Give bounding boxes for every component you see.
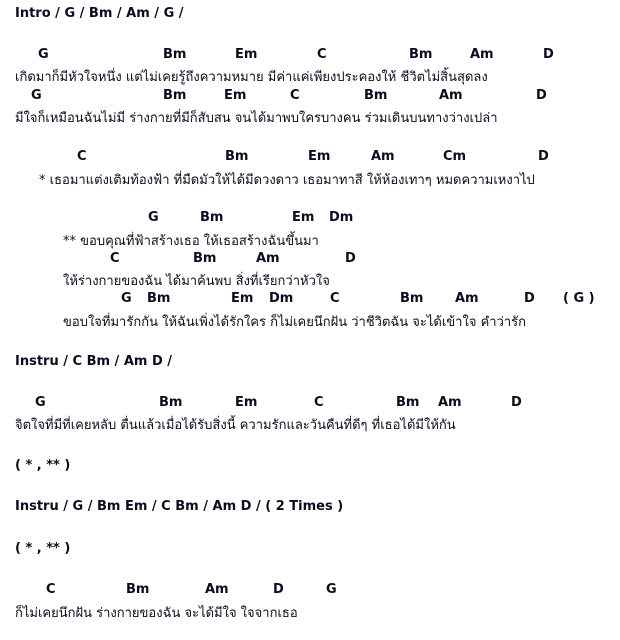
chord-label: Cm bbox=[443, 149, 467, 164]
chord-label: G bbox=[326, 582, 337, 597]
chord-label: Bm bbox=[364, 88, 388, 103]
chord-label: D bbox=[543, 47, 554, 62]
chord-label: Dm bbox=[329, 210, 354, 225]
chord-label: Bm bbox=[163, 47, 187, 62]
chord-label: G bbox=[35, 395, 46, 410]
chord-label: C bbox=[290, 88, 300, 103]
chord-label: C bbox=[46, 582, 56, 597]
chord-label: D bbox=[273, 582, 284, 597]
chord-label: Am bbox=[438, 395, 462, 410]
chorus-b-line1-chords bbox=[0, 210, 620, 226]
verse1-line1-chords bbox=[0, 47, 620, 63]
chord-label: Am bbox=[205, 582, 229, 597]
chorus-b-line3-chords bbox=[0, 291, 620, 307]
verse1-line2-chords bbox=[0, 88, 620, 104]
chord-label: Bm bbox=[159, 395, 183, 410]
chord-label: Bm bbox=[409, 47, 433, 62]
chord-label: Dm bbox=[269, 291, 294, 306]
chord-label: ( G ) bbox=[563, 291, 595, 306]
chord-label: Am bbox=[455, 291, 479, 306]
chord-label: D bbox=[536, 88, 547, 103]
chord-label: Am bbox=[256, 251, 280, 266]
chord-label: Am bbox=[470, 47, 494, 62]
chord-label: Em bbox=[292, 210, 315, 225]
instru1-label: Instru / C Bm / Am D / bbox=[15, 354, 173, 369]
verse1-line1-lyric: เกิดมาก็มีหัวใจหนึ่ง แต่ไม่เคยรู้ถึงความหมาย มีค่าแค่เพียงประคองให้ ชีวิตไม่สิ้นสุดลง bbox=[15, 70, 488, 85]
chorus-a-lyric: * เธอมาแต่งเติมท้องฟ้า ที่มืดมัวให้ได้มีดวงดาว เธอมาทาสี ให้ห้องเทาๆ หมดความเหงาไป bbox=[39, 173, 535, 188]
chord-label: D bbox=[511, 395, 522, 410]
outro-lyric: ก็ไม่เคยนึกฝัน ร่างกายของฉัน จะได้มีใจ ใจจากเธอ bbox=[15, 606, 298, 621]
chord-label: C bbox=[317, 47, 327, 62]
chord-label: Em bbox=[235, 395, 258, 410]
chord-label: Bm bbox=[126, 582, 150, 597]
chord-label: Em bbox=[235, 47, 258, 62]
chord-label: D bbox=[524, 291, 535, 306]
repeat2-label: ( * , ** ) bbox=[15, 541, 71, 556]
instru2-label: Instru / G / Bm Em / C Bm / Am D / ( 2 Times ) bbox=[15, 499, 344, 514]
chord-label: G bbox=[148, 210, 159, 225]
intro-label: Intro / G / Bm / Am / G / bbox=[15, 6, 184, 21]
chorus-a-chords bbox=[0, 149, 620, 165]
repeat1-label: ( * , ** ) bbox=[15, 458, 71, 473]
verse2-lyric: จิตใจที่มีที่เคยหลับ ตื่นแล้วเมื่อได้รับสิ่งนี้ ความรักและวันคืนที่ดีๆ ที่เธอได้มีให้กัน bbox=[15, 418, 456, 433]
chord-label: Am bbox=[371, 149, 395, 164]
chord-label: C bbox=[314, 395, 324, 410]
chorus-b-line2-lyric: ให้ร่างกายของฉัน ได้มาค้นพบ สิ่งที่เรียกว่าหัวใจ bbox=[63, 274, 330, 289]
chord-label: C bbox=[110, 251, 120, 266]
chord-label: G bbox=[38, 47, 49, 62]
verse2-chords bbox=[0, 395, 620, 411]
chord-label: Bm bbox=[200, 210, 224, 225]
chord-label: Bm bbox=[400, 291, 424, 306]
chord-label: G bbox=[121, 291, 132, 306]
chord-label: G bbox=[31, 88, 42, 103]
chord-label: C bbox=[330, 291, 340, 306]
chord-label: D bbox=[345, 251, 356, 266]
chord-label: Em bbox=[231, 291, 254, 306]
chord-label: Bm bbox=[147, 291, 171, 306]
outro-chords bbox=[0, 582, 620, 598]
verse1-line2-lyric: มีใจก็เหมือนฉันไม่มี ร่างกายที่มีก็สับสน จนได้มาพบใครบางคน ร่วมเดินบนทางว่างเปล่า bbox=[15, 111, 498, 126]
chord-label: D bbox=[538, 149, 549, 164]
chord-label: Bm bbox=[163, 88, 187, 103]
chord-label: Em bbox=[224, 88, 247, 103]
chord-label: Bm bbox=[396, 395, 420, 410]
chorus-b-line3-lyric: ขอบใจที่มารักกัน ให้ฉันเพิ่งได้รักใคร ก็ไม่เคยนึกฝัน ว่าชีวิตฉัน จะได้เข้าใจ คำว่ารัก bbox=[63, 315, 527, 330]
chorus-b-line2-chords bbox=[0, 251, 620, 267]
chorus-b-line1-lyric: ** ขอบคุณที่ฟ้าสร้างเธอ ให้เธอสร้างฉันขึ้นมา bbox=[63, 234, 319, 249]
chord-label: Bm bbox=[193, 251, 217, 266]
chord-label: C bbox=[77, 149, 87, 164]
chord-label: Em bbox=[308, 149, 331, 164]
chord-label: Am bbox=[439, 88, 463, 103]
chord-label: Bm bbox=[225, 149, 249, 164]
